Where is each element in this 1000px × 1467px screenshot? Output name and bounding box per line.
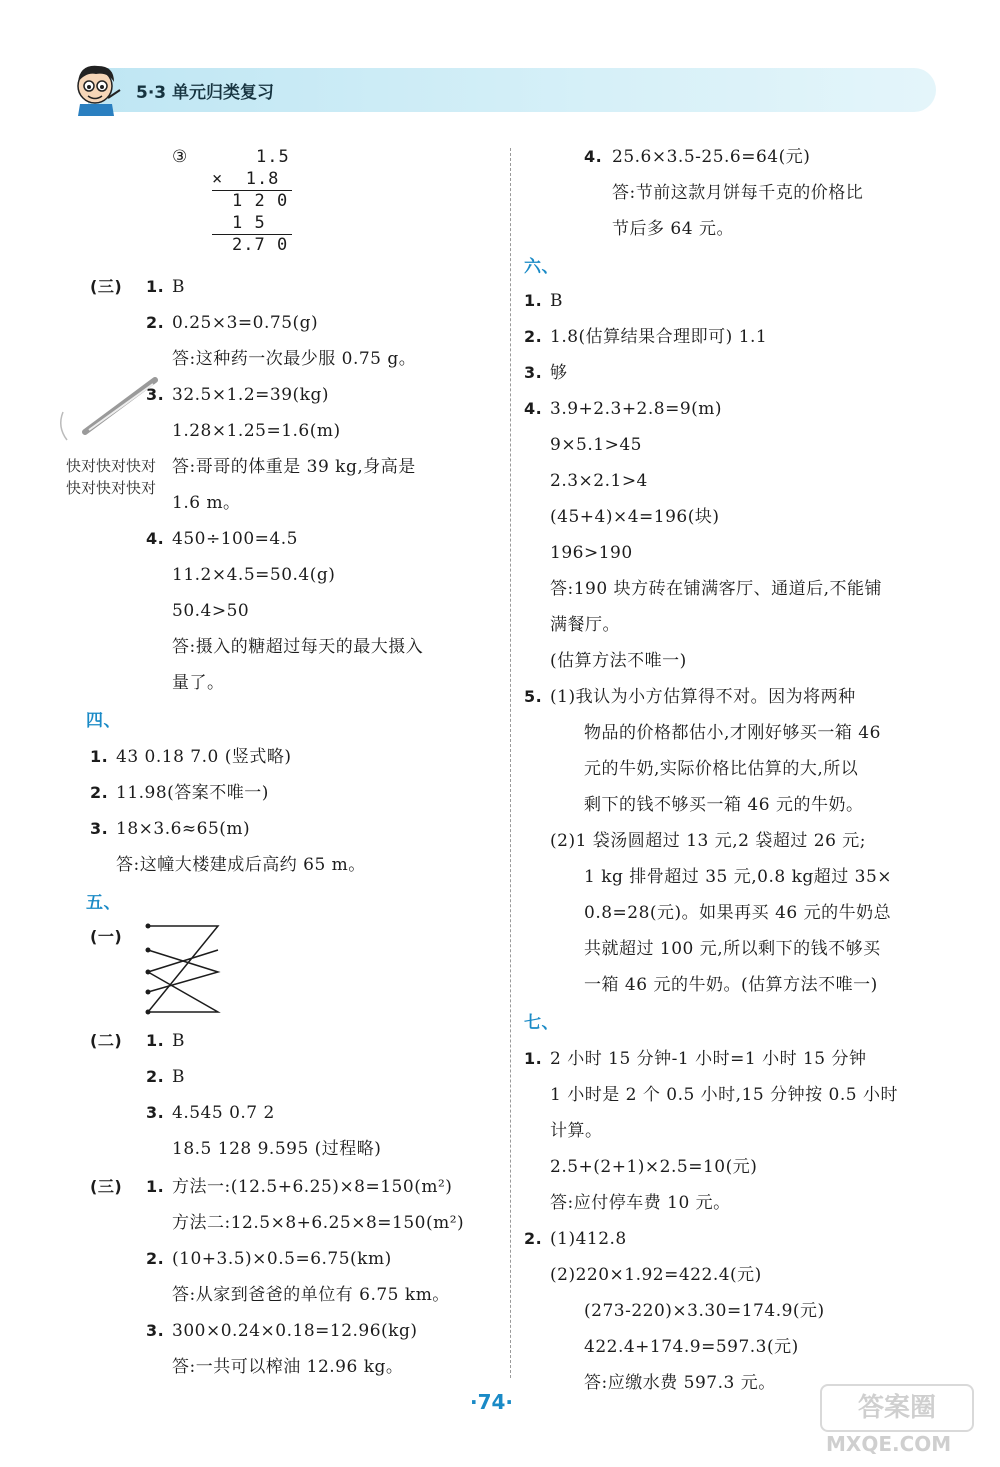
question-number: 4. (584, 147, 603, 166)
answer-line: 答:一共可以榨油 12.96 kg。 (172, 1357, 404, 1377)
question-number: 3. (90, 819, 109, 838)
answer-line: 元的牛奶,实际价格比估算的大,所以 (584, 759, 859, 779)
answer-line: (1)412.8 (550, 1229, 627, 1249)
part-label: (二) (90, 1031, 123, 1050)
watermark-logo: 答案圈 (820, 1384, 974, 1432)
answer-line: 4.545 0.7 2 (172, 1103, 275, 1123)
answer-line: 11.2×4.5=50.4(g) (172, 565, 336, 585)
answer-line: 196>190 (550, 543, 633, 563)
answer-line: 18×3.6≈65(m) (116, 819, 251, 839)
answer-line: 1.28×1.25=1.6(m) (172, 421, 341, 441)
column-divider (510, 148, 511, 1378)
answer-line: 答:节前这款月饼每千克的价格比 (612, 183, 864, 203)
answer-line: 1.8(估算结果合理即可) 1.1 (550, 327, 768, 347)
calc-row-4: 1 5 (232, 213, 266, 233)
question-number: 2. (146, 1249, 165, 1268)
page-number: ·74· (470, 1390, 514, 1414)
question-number: 1. (146, 1031, 165, 1050)
question-number: 1. (90, 747, 109, 766)
question-number: 4. (524, 399, 543, 418)
question-number: 2. (90, 783, 109, 802)
question-number: 1. (146, 277, 165, 296)
calc-row-1: 1.5 (256, 147, 290, 167)
question-number: 2. (146, 313, 165, 332)
answer-line: 方法一:(12.5+6.25)×8=150(m²) (172, 1177, 453, 1197)
answer-line: 物品的价格都估小,才刚好够买一箱 46 (584, 723, 881, 743)
answer-line: 节后多 64 元。 (612, 219, 734, 239)
calc-marker: ③ (172, 147, 188, 167)
answer-line: B (172, 1031, 185, 1051)
matching-diagram (140, 918, 230, 1018)
answer-line: (273-220)×3.30=174.9(元) (584, 1301, 825, 1321)
margin-note: 快对快对快对 (66, 457, 157, 475)
answer-line: 1.6 m。 (172, 493, 241, 513)
answer-line: 答:应付停车费 10 元。 (550, 1193, 731, 1213)
page-title: 5·3 单元归类复习 (136, 83, 275, 103)
margin-note: 快对快对快对 (66, 479, 157, 497)
question-number: 3. (146, 1103, 165, 1122)
answer-line: 1 kg 排骨超过 35 元,0.8 kg超过 35× (584, 867, 893, 887)
answer-line: B (172, 277, 185, 297)
answer-line: (2)1 袋汤圆超过 13 元,2 袋超过 26 元; (550, 831, 867, 851)
answer-line: 量了。 (172, 673, 225, 693)
question-number: 1. (146, 1177, 165, 1196)
answer-line: 2 小时 15 分钟-1 小时=1 小时 15 分钟 (550, 1049, 867, 1069)
answer-line: 3.9+2.3+2.8=9(m) (550, 399, 723, 419)
answer-line: 剩下的钱不够买一箱 46 元的牛奶。 (584, 795, 864, 815)
answer-line: (45+4)×4=196(块) (550, 507, 720, 527)
answer-line: 答:这幢大楼建成后高约 65 m。 (116, 855, 366, 875)
answer-line: 2.5+(2+1)×2.5=10(元) (550, 1157, 758, 1177)
calc-row-3: 1 2 0 (232, 191, 289, 211)
answer-line: 1 小时是 2 个 0.5 小时,15 分钟按 0.5 小时 (550, 1085, 898, 1105)
answer-line: 答:应缴水费 597.3 元。 (584, 1373, 776, 1393)
question-number: 3. (146, 385, 165, 404)
answer-line: 够 (550, 363, 568, 383)
calc-row-5: 2.7 0 (232, 235, 289, 255)
answer-line: 答:摄入的糖超过每天的最大摄入 (172, 637, 424, 657)
answer-line: 计算。 (550, 1121, 603, 1141)
question-number: 3. (146, 1321, 165, 1340)
answer-line: 答:190 块方砖在铺满客厅、通道后,不能铺 (550, 579, 882, 599)
answer-line: 50.4>50 (172, 601, 250, 621)
question-number: 4. (146, 529, 165, 548)
part-label: (一) (90, 927, 123, 946)
question-number: 2. (146, 1067, 165, 1086)
question-number: 3. (524, 363, 543, 382)
answer-line: 32.5×1.2=39(kg) (172, 385, 329, 405)
answer-line: 一箱 46 元的牛奶。(估算方法不唯一) (584, 975, 878, 995)
question-number: 5. (524, 687, 543, 706)
answer-line: 0.25×3=0.75(g) (172, 313, 319, 333)
answer-line: 答:这种药一次最少服 0.75 g。 (172, 349, 417, 369)
watermark-url: MXQE.COM (826, 1432, 952, 1456)
answer-line: 18.5 128 9.595 (过程略) (172, 1139, 382, 1159)
answer-line: 0.8=28(元)。如果再买 46 元的牛奶总 (584, 903, 892, 923)
section-heading: 六、 (524, 257, 559, 277)
answer-line: 共就超过 100 元,所以剩下的钱不够买 (584, 939, 881, 959)
section-heading: 四、 (86, 711, 121, 731)
answer-line: B (550, 291, 563, 311)
part-label: (三) (90, 277, 123, 296)
answer-line: 25.6×3.5-25.6=64(元) (612, 147, 811, 167)
answer-line: 11.98(答案不唯一) (116, 783, 269, 803)
answer-line: (10+3.5)×0.5=6.75(km) (172, 1249, 392, 1269)
answer-line: B (172, 1067, 185, 1087)
answer-line: 450÷100=4.5 (172, 529, 298, 549)
question-number: 1. (524, 291, 543, 310)
answer-line: 答:从家到爸爸的单位有 6.75 km。 (172, 1285, 450, 1305)
question-number: 2. (524, 1229, 543, 1248)
answer-line: 2.3×2.1>4 (550, 471, 648, 491)
answer-line: (2)220×1.92=422.4(元) (550, 1265, 762, 1285)
answer-line: (1)我认为小方估算得不对。因为将两种 (550, 687, 856, 707)
answer-line: 方法二:12.5×8+6.25×8=150(m²) (172, 1213, 465, 1233)
calc-row-2: × 1.8 (212, 169, 280, 189)
question-number: 2. (524, 327, 543, 346)
question-number: 1. (524, 1049, 543, 1068)
answer-line: 422.4+174.9=597.3(元) (584, 1337, 799, 1357)
answer-line: 满餐厅。 (550, 615, 620, 635)
answer-line: (估算方法不唯一) (550, 651, 687, 671)
answer-line: 答:哥哥的体重是 39 kg,身高是 (172, 457, 416, 477)
part-label: (三) (90, 1177, 123, 1196)
answer-line: 300×0.24×0.18=12.96(kg) (172, 1321, 418, 1341)
section-heading: 五、 (86, 893, 121, 913)
mascot-icon (68, 60, 126, 116)
answer-line: 9×5.1>45 (550, 435, 642, 455)
answer-line: 43 0.18 7.0 (竖式略) (116, 747, 292, 767)
section-heading: 七、 (524, 1013, 559, 1033)
